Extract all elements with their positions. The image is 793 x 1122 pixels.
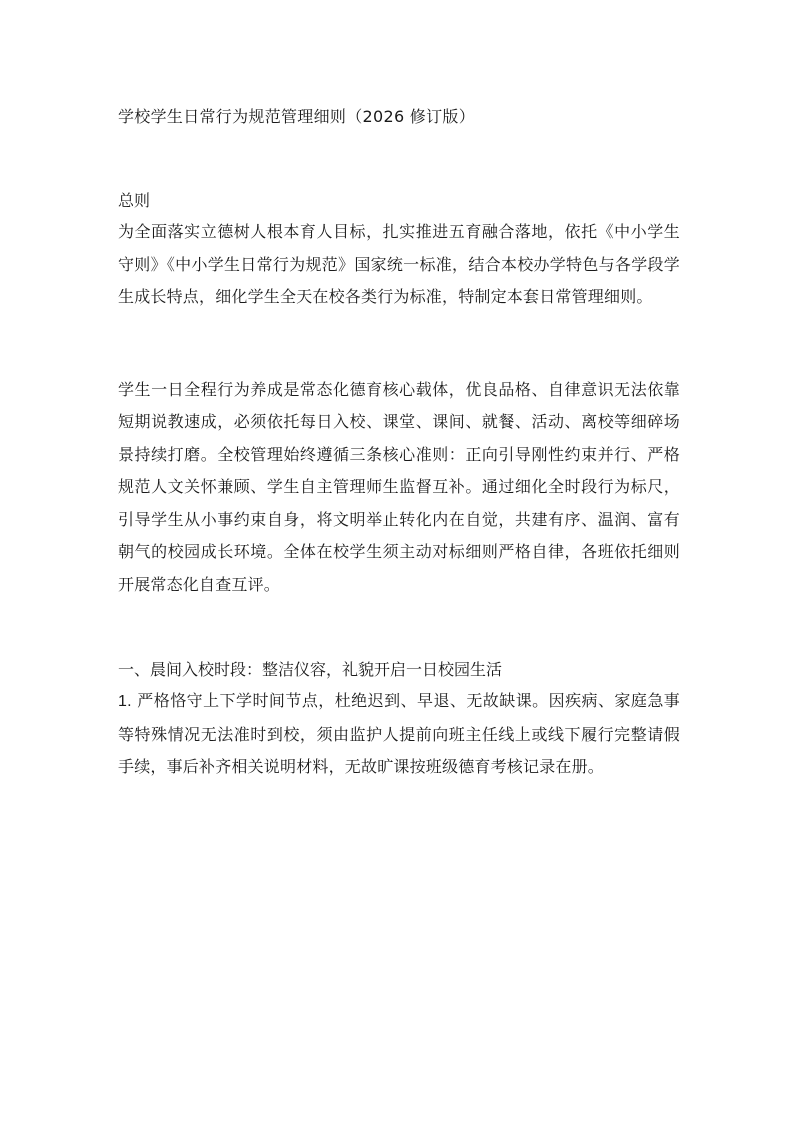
document-title: 学校学生日常行为规范管理细则（2026 修订版） (118, 107, 476, 126)
item-number: 1. (118, 693, 132, 710)
section1-heading: 一、晨间入校时段：整洁仪容，礼貌开启一日校园生活 (118, 660, 503, 679)
spacer (118, 130, 680, 188)
spacer (118, 601, 680, 657)
general-paragraph-1: 为全面落实立德树人根本育人目标，扎实推进五育融合落地，依托《中小学生守则》《中小学生日常行为规范》国家统一标准，结合本校办学特色与各学段学生成长特点，细化学生全天在校各类行为标准，特制定本套日常管理细则。 (118, 222, 680, 306)
general-paragraph-2: 学生一日全程行为养成是常态化德育核心载体，优良品格、自律意识无法依靠短期说教速成，必须依托每日入校、课堂、课间、就餐、活动、离校等细碎场景持续打磨。全校管理始终遵循三条核心准则：正向引导刚性约束并行、严格规范人文关怀兼顾、学生自主管理师生监督互补。通过细化全时段行为标尺，引导学生从小事约束自身，将文明举止转化内在自觉，共建有序、温润、富有朝气的校园成长环境。全体在校学生须主动对标细则严格自律，各班依托细则开展常态化自查互评。 (118, 379, 680, 594)
item-text: 严格恪守上下学时间节点，杜绝迟到、早退、无故缺课。因疾病、家庭急事等特殊情况无法准时到校，须由监护人提前向班主任线上或线下履行完整请假手续，事后补齐相关说明材料，无故旷课按班级德育考核记录在册。 (118, 691, 680, 776)
section1-item-1 (118, 685, 680, 784)
spacer (118, 314, 680, 374)
document-body (118, 104, 680, 784)
general-heading: 总则 (118, 191, 151, 210)
